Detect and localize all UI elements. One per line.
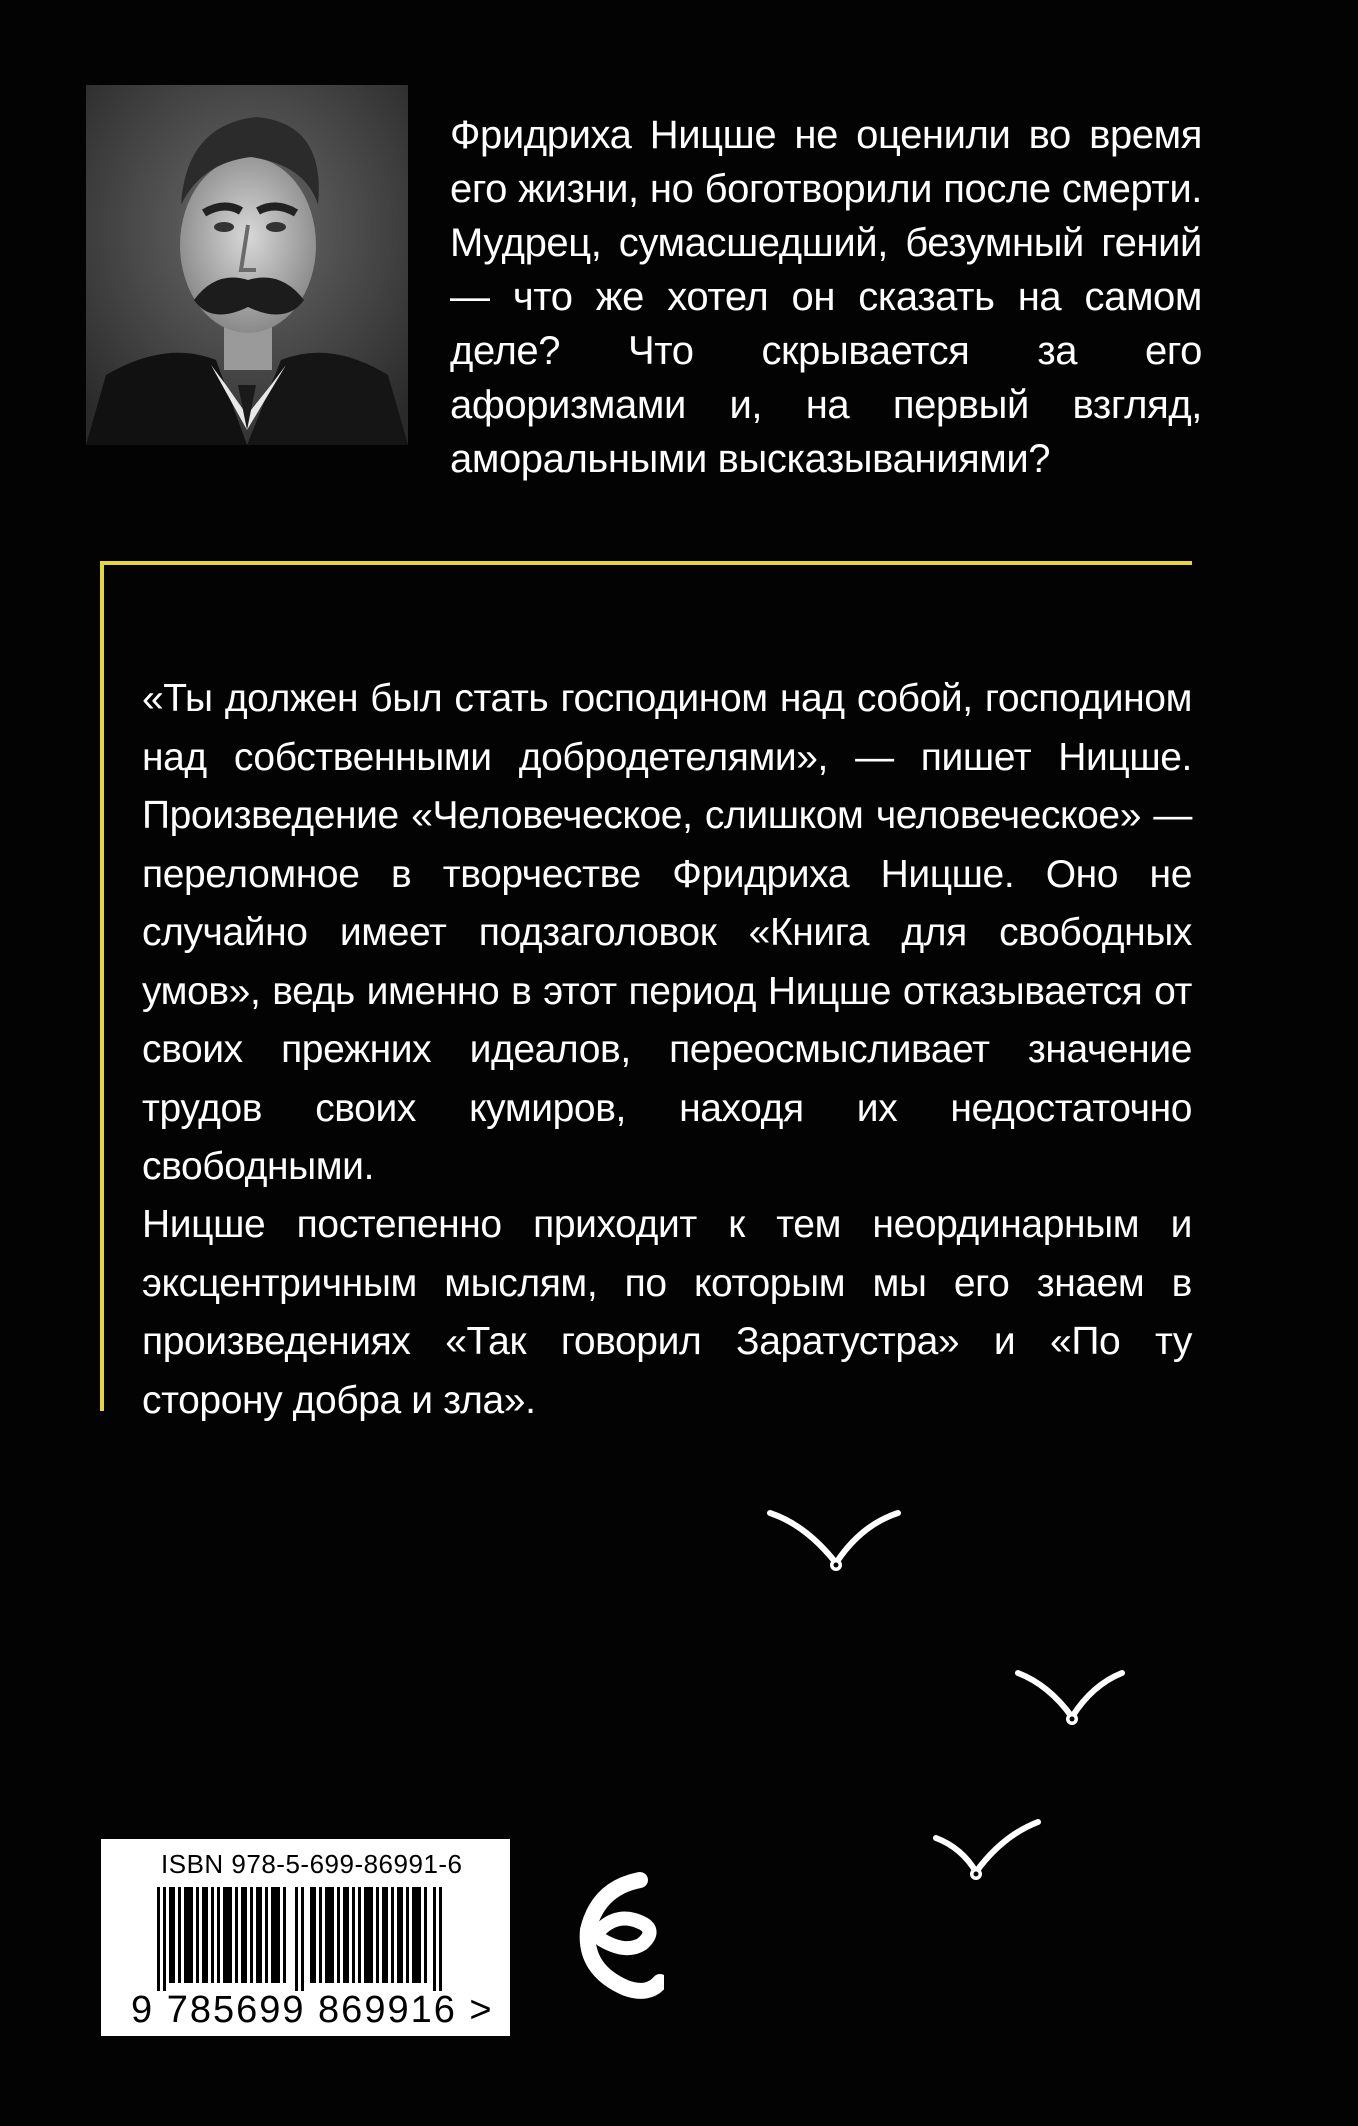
bird-icon	[766, 1505, 902, 1575]
description-paragraph-1: «Ты должен был стать господином над собой, господином над собственными добродетелями», — пишет Ницше. Произведение «Человеческое, слишком человеческое» — переломное в творчестве Фридриха Ницше. Оно не случайно имеет подзаголовок «Книга для свободных умов», ведь именно в этот период Ницше отказывается от своих прежних идеалов, переосмысливает значение трудов своих кумиров, находя их недостаточно свободными.	[142, 677, 1192, 1188]
barcode-digits: 9 785699 869916 >	[131, 1989, 494, 2031]
description-paragraph-2: Ницше постепенно приходит к тем неординарным и эксцентричным мыслям, по которым мы его знаем в произведениях «Так говорил Заратустра» и «По ту сторону добра и зла».	[142, 1203, 1192, 1422]
publisher-logo-icon	[578, 1870, 664, 2000]
barcode-bars	[157, 1887, 457, 1991]
bird-icon	[1014, 1665, 1126, 1730]
isbn-label: ISBN 978-5-699-86991-6	[161, 1849, 463, 1879]
accent-frame-left	[100, 561, 104, 1411]
bird-icon	[932, 1816, 1042, 1886]
accent-frame-top	[100, 561, 1192, 565]
isbn-barcode	[101, 1839, 510, 2036]
intro-text: Фридриха Ницше не оценили во время его жизни, но боготворили после смерти. Мудрец, сумасшедший, безумный гений — что же хотел он сказать на самом деле? Что скрывается за его афоризмами и, на первый взгляд, аморальными высказываниями?	[450, 113, 1202, 481]
author-portrait	[86, 85, 408, 445]
